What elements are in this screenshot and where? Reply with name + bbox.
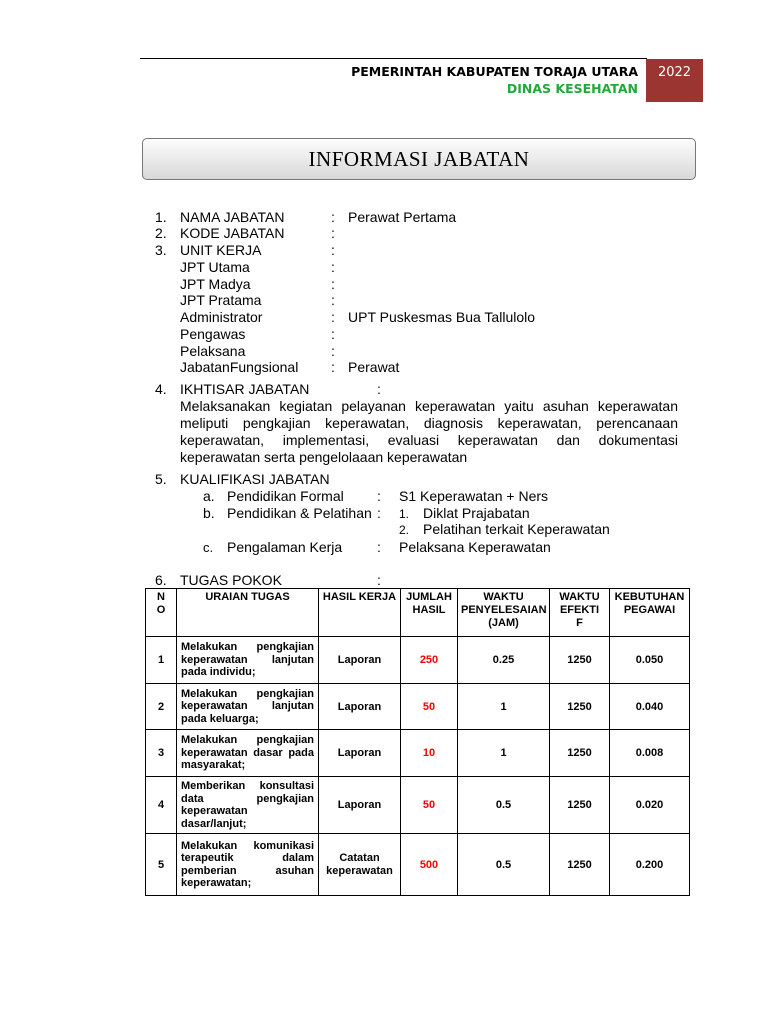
- tugas-pokok-table: [145, 588, 690, 896]
- row-hasil: Laporan: [319, 730, 401, 777]
- row-efektif: 1250: [550, 684, 610, 730]
- list-number: 1.: [399, 507, 410, 521]
- row-uraian: Melakukan pengkajian keperawatan lanjutan pada keluarga;: [177, 684, 319, 730]
- sub-letter: c.: [203, 540, 214, 555]
- row-efektif: 1250: [550, 637, 610, 684]
- separator: :: [331, 259, 335, 275]
- row-no: 2: [146, 684, 177, 730]
- jpt-pratama-label: JPT Pratama: [180, 292, 262, 308]
- item-number: 4.: [155, 381, 167, 397]
- item-number: 5.: [155, 471, 167, 487]
- row-waktu: 0.25: [458, 637, 550, 684]
- row-jumlah: 250: [401, 637, 458, 684]
- row-hasil: Laporan: [319, 684, 401, 730]
- separator: :: [331, 292, 335, 308]
- jpt-utama-label: JPT Utama: [180, 259, 250, 275]
- row-waktu: 1: [458, 730, 550, 777]
- separator: :: [377, 505, 381, 521]
- row-kebutuhan: 0.050: [610, 637, 690, 684]
- jabatan-fungsional-label: JabatanFungsional: [180, 359, 299, 375]
- separator: :: [331, 343, 335, 359]
- nama-jabatan-value: Perawat Pertama: [348, 209, 457, 225]
- separator: :: [377, 488, 381, 504]
- row-efektif: 1250: [550, 777, 610, 834]
- list-number: 2.: [399, 523, 410, 537]
- item-number: 2.: [155, 225, 167, 241]
- item-number: 6.: [155, 572, 167, 588]
- separator: :: [331, 326, 335, 342]
- row-efektif: 1250: [550, 730, 610, 777]
- row-uraian: Memberikan konsultasi data pengkajian keperawatan dasar/lanjut;: [177, 777, 319, 834]
- row-no: 5: [146, 834, 177, 896]
- row-waktu: 0.5: [458, 834, 550, 896]
- col-header-jumlah: JUMLAH HASIL: [401, 589, 458, 637]
- row-kebutuhan: 0.008: [610, 730, 690, 777]
- administrator-value: UPT Puskesmas Bua Tallulolo: [348, 309, 536, 325]
- pelaksana-label: Pelaksana: [180, 343, 246, 359]
- row-uraian: Melakukan komunikasi terapeutik dalam pemberian asuhan keperawatan;: [177, 834, 319, 896]
- row-jumlah: 50: [401, 777, 458, 834]
- separator: :: [377, 381, 381, 397]
- row-no: 1: [146, 637, 177, 684]
- col-header-waktu-efektif: WAKTU EFEKTI F: [550, 589, 610, 637]
- row-waktu: 1: [458, 684, 550, 730]
- pendidikan-formal-value: S1 Keperawatan + Ners: [399, 488, 549, 504]
- separator: :: [331, 209, 335, 225]
- row-kebutuhan: 0.020: [610, 777, 690, 834]
- header-rule: [140, 58, 647, 59]
- col-header-kebutuhan: KEBUTUHAN PEGAWAI: [610, 589, 690, 637]
- ikhtisar-text: Melaksanakan kegiatan pelayanan keperawatan yaitu asuhan keperawatan meliputi pengkajian keperawatan, diagnosis keperawatan, perencanaan keperawatan, implementasi, evaluasi keperawatan dan dokumentasi keperawatan serta pengelolaaan keperawatan: [180, 398, 678, 465]
- row-hasil: Laporan: [319, 637, 401, 684]
- table-row: [146, 637, 690, 684]
- administrator-label: Administrator: [180, 309, 263, 325]
- header-department: DINAS KESEHATAN: [506, 81, 638, 96]
- separator: :: [377, 572, 381, 588]
- row-jumlah: 500: [401, 834, 458, 896]
- sub-letter: b.: [203, 505, 215, 521]
- row-no: 3: [146, 730, 177, 777]
- kode-jabatan-label: KODE JABATAN: [180, 225, 285, 241]
- row-kebutuhan: 0.200: [610, 834, 690, 896]
- row-uraian: Melakukan pengkajian keperawatan lanjutan pada individu;: [177, 637, 319, 684]
- table-row: [146, 684, 690, 730]
- pengalaman-kerja-value: Pelaksana Keperawatan: [399, 539, 551, 555]
- diklat-item: Diklat Prajabatan: [423, 505, 530, 521]
- table-row: [146, 777, 690, 834]
- page-title: INFORMASI JABATAN: [142, 138, 696, 180]
- separator: :: [331, 276, 335, 292]
- item-number: 1.: [155, 209, 167, 225]
- separator: :: [331, 242, 335, 258]
- row-hasil: Catatan keperawatan: [319, 834, 401, 896]
- ikhtisar-label: IKHTISAR JABATAN: [180, 381, 310, 397]
- nama-jabatan-label: NAMA JABATAN: [180, 209, 285, 225]
- year-badge: 2022: [646, 59, 703, 102]
- sub-letter: a.: [203, 488, 215, 504]
- col-header-waktu-penyelesaian: WAKTU PENYELESAIAN (JAM): [458, 589, 550, 637]
- item-number: 3.: [155, 242, 167, 258]
- tugas-pokok-label: TUGAS POKOK: [180, 572, 282, 588]
- pendidikan-formal-label: Pendidikan Formal: [227, 488, 344, 504]
- table-row: [146, 834, 690, 896]
- row-hasil: Laporan: [319, 777, 401, 834]
- separator: :: [331, 359, 335, 375]
- kualifikasi-label: KUALIFIKASI JABATAN: [180, 471, 330, 487]
- unit-kerja-label: UNIT KERJA: [180, 242, 262, 258]
- row-waktu: 0.5: [458, 777, 550, 834]
- row-jumlah: 50: [401, 684, 458, 730]
- separator: :: [331, 225, 335, 241]
- col-header-hasil: HASIL KERJA: [319, 589, 401, 637]
- col-header-no: N O: [146, 589, 177, 637]
- row-jumlah: 10: [401, 730, 458, 777]
- col-header-uraian: URAIAN TUGAS: [177, 589, 319, 637]
- pelatihan-item: Pelatihan terkait Keperawatan: [423, 521, 610, 537]
- row-efektif: 1250: [550, 834, 610, 896]
- jabatan-fungsional-value: Perawat: [348, 359, 400, 375]
- jpt-madya-label: JPT Madya: [180, 276, 251, 292]
- pendidikan-pelatihan-label: Pendidikan & Pelatihan: [227, 505, 372, 521]
- row-uraian: Melakukan pengkajian keperawatan dasar pada masyarakat;: [177, 730, 319, 777]
- table-header-row: [146, 589, 690, 637]
- separator: :: [377, 539, 381, 555]
- row-kebutuhan: 0.040: [610, 684, 690, 730]
- separator: :: [331, 309, 335, 325]
- pengawas-label: Pengawas: [180, 326, 246, 342]
- table-row: [146, 730, 690, 777]
- header-government: PEMERINTAH KABUPATEN TORAJA UTARA: [351, 64, 638, 79]
- pengalaman-kerja-label: Pengalaman Kerja: [227, 539, 343, 555]
- row-no: 4: [146, 777, 177, 834]
